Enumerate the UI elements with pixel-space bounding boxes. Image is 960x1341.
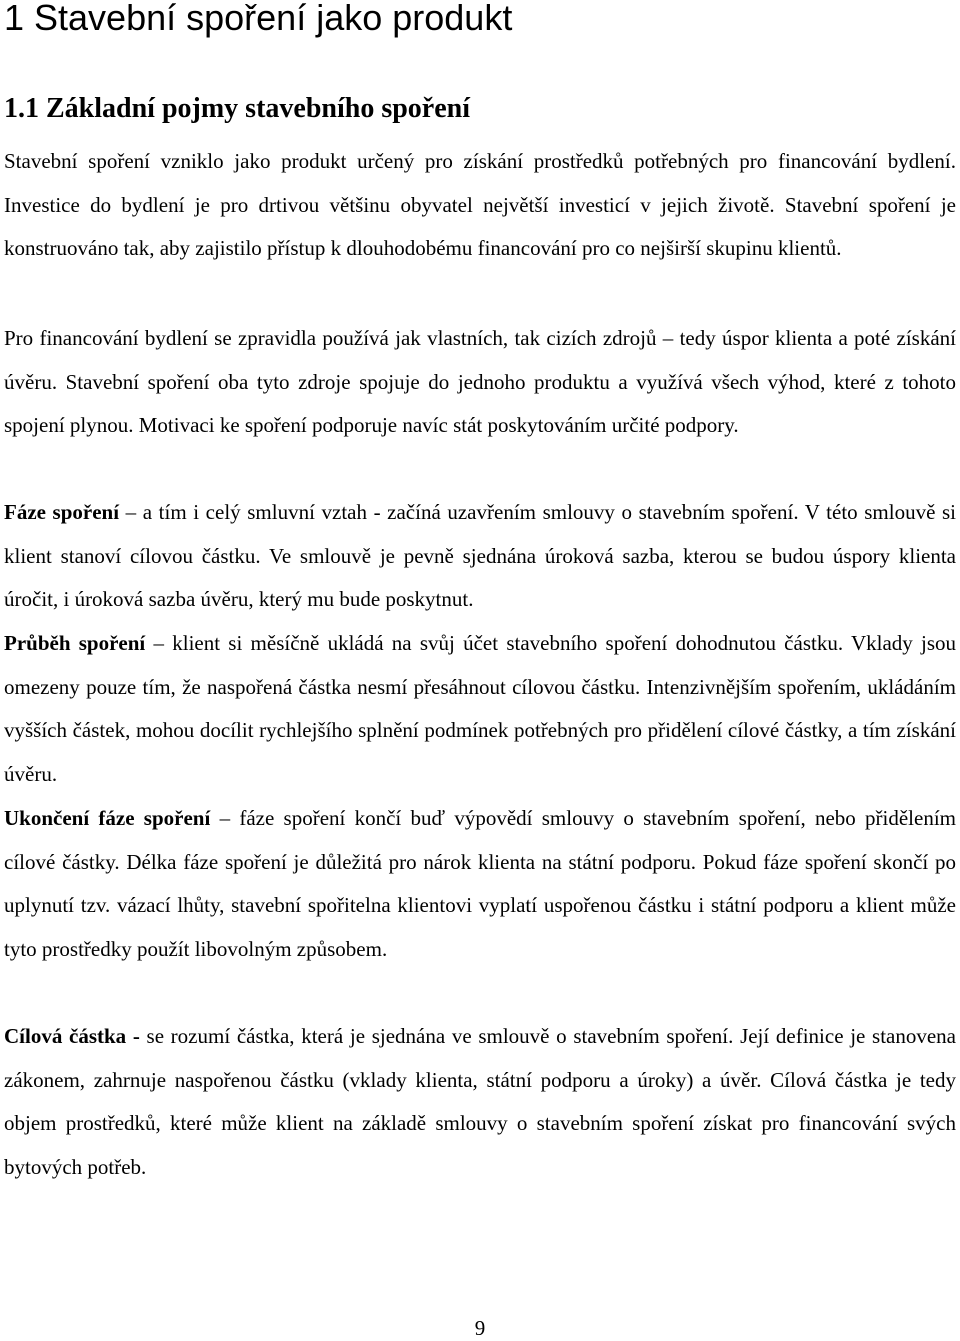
paragraph-text: se rozumí částka, která je sjednána ve smlouvě o stavebním spoření. Její definice je stanovena zákonem, zahrnuje naspořenou částku (vklady klienta, státní podporu a úroky) a úvěr. Cílová částka je tedy objem prostředků, které může klient na základě smlouvy o stavebním spoření získat pro financování svých bytových potřeb.: [4, 1024, 956, 1179]
paragraph-intro: [4, 140, 956, 271]
term-saving-end: Ukončení fáze spoření: [4, 806, 211, 830]
page-number: 9: [474, 1316, 486, 1340]
section-heading: 1.1 Základní pojmy stavebního spoření: [4, 93, 470, 124]
paragraph-target-amount: [4, 1015, 956, 1189]
term-target-amount: Cílová částka -: [4, 1024, 140, 1048]
paragraph-text: – a tím i celý smluvní vztah - začíná uzavřením smlouvy o stavebním spoření. V této smlouvě si klient stanoví cílovou částku. Ve smlouvě je pevně sjednána úroková sazba, kterou se budou úspory klienta úročit, i úroková sazba úvěru, který mu bude poskytnut.: [4, 500, 956, 611]
paragraph-text: – fáze spoření končí buď výpovědí smlouvy o stavebním spoření, nebo přidělením cílové částky. Délka fáze spoření je důležitá pro nárok klienta na státní podporu. Pokud fáze spoření skončí po uplynutí tzv. vázací lhůty, stavební spořitelna klientovi vyplatí uspořenou částku i státní podporu a klient může tyto prostředky použít libovolným způsobem.: [4, 806, 957, 961]
chapter-heading: 1 Stavební spoření jako produkt: [4, 0, 513, 38]
term-saving-course: Průběh spoření: [4, 631, 146, 655]
paragraph-text: Pro financování bydlení se zpravidla používá jak vlastních, tak cizích zdrojů – tedy úspor klienta a poté získání úvěru. Stavební spoření oba tyto zdroje spojuje do jednoho produktu a využívá všech výhod, které z tohoto spojení plynou. Motivaci ke spoření podporuje navíc stát poskytováním určité podpory.: [4, 326, 956, 437]
paragraph-financing: [4, 317, 956, 448]
paragraph-saving-end: [4, 797, 956, 971]
paragraph-saving-course: [4, 622, 956, 796]
paragraph-saving-phase: [4, 491, 956, 622]
paragraph-text: – klient si měsíčně ukládá na svůj účet stavebního spoření dohodnutou částku. Vklady jsou omezeny pouze tím, že naspořená částka nesmí přesáhnout cílovou částku. Intenzivnějším spořením, ukládáním vyšších částek, mohou docílit rychlejšího splnění podmínek potřebných pro přidělení cílové částky, a tím získání úvěru.: [4, 631, 957, 786]
term-saving-phase: Fáze spoření: [4, 500, 120, 524]
paragraph-text: Stavební spoření vzniklo jako produkt určený pro získání prostředků potřebných pro financování bydlení. Investice do bydlení je pro drtivou většinu obyvatel největší investicí v jejich životě. Stavební spoření je konstruováno tak, aby zajistilo přístup k dlouhodobému financování pro co nejširší skupinu klientů.: [4, 149, 956, 260]
